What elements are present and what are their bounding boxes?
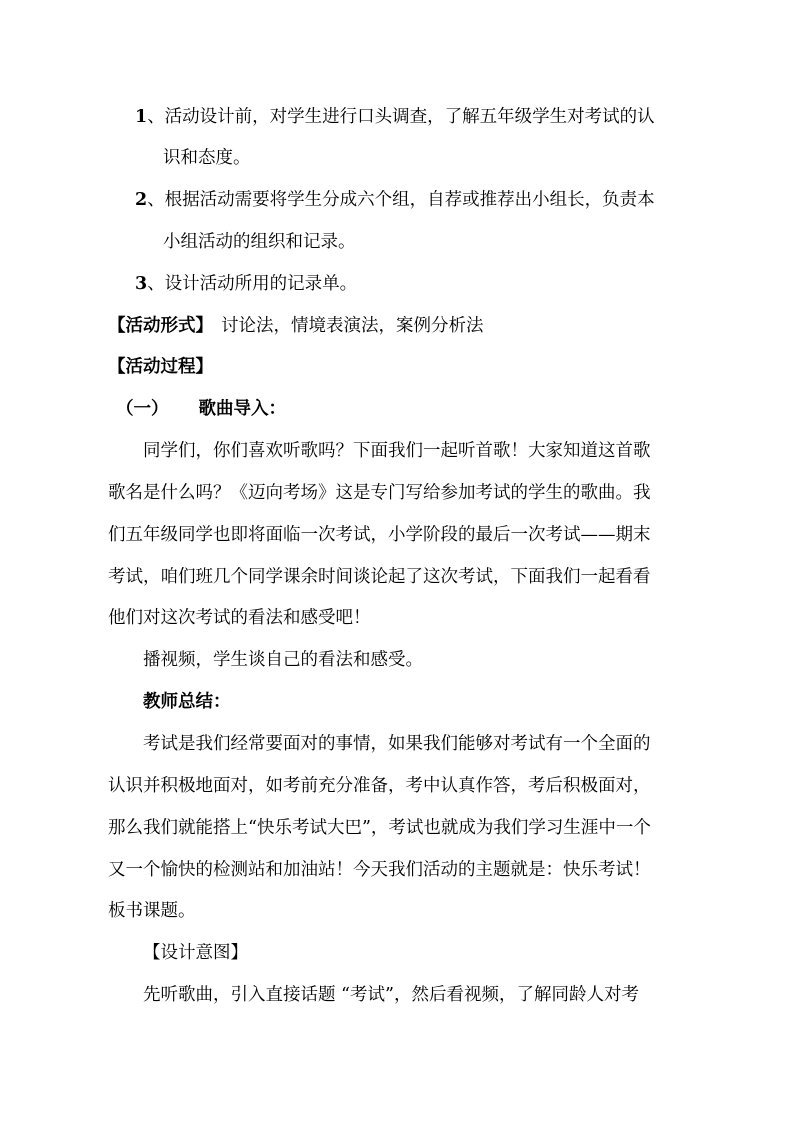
activity-form-text: 讨论法，情境表演法，案例分析法 bbox=[221, 316, 484, 336]
list-item-1-text: 、活动设计前，对学生进行口头调查，了解五年级学生对考试的认 bbox=[147, 107, 655, 127]
activity-process-heading: 【活动过程】 bbox=[108, 357, 213, 377]
paragraph-1-line-1: 同学们，你们喜欢听歌吗？下面我们一起听首歌！大家知道这首歌 bbox=[143, 441, 651, 461]
list-item-3-number: 3 bbox=[135, 274, 148, 294]
teacher-summary-heading: 教师总结： bbox=[143, 692, 231, 712]
section-1-number: （一） bbox=[116, 399, 169, 419]
list-item-2-number: 2 bbox=[135, 190, 148, 210]
activity-form-line bbox=[108, 315, 484, 337]
list-item-2 bbox=[135, 189, 655, 211]
paragraph-3-line-2: 认识并积极地面对，如考前充分准备，考中认真作答，考后积极面对， bbox=[108, 776, 651, 796]
design-intent-heading: 【设计意图】 bbox=[143, 943, 248, 963]
list-item-1-continuation: 识和态度。 bbox=[163, 148, 251, 168]
list-item-3-text: 、设计活动所用的记录单。 bbox=[147, 274, 358, 294]
list-item-2-continuation: 小组活动的组织和记录。 bbox=[163, 232, 356, 252]
paragraph-1-line-5: 他们对这次考试的看法和感受吧！ bbox=[108, 608, 371, 628]
paragraph-1-line-2: 歌名是什么吗？《迈向考场》这是专门写给参加考试的学生的歌曲。我 bbox=[108, 483, 651, 503]
paragraph-3-line-1: 考试是我们经常要面对的事情，如果我们能够对考试有一个全面的 bbox=[143, 734, 651, 754]
paragraph-1-line-3: 们五年级同学也即将面临一次考试，小学阶段的最后一次考试——期末 bbox=[108, 525, 651, 545]
list-item-1 bbox=[135, 106, 655, 128]
list-item-2-text: 、根据活动需要将学生分成六个组，自荐或推荐出小组长，负责本 bbox=[147, 190, 655, 210]
list-item-3 bbox=[135, 273, 357, 295]
paragraph-1-line-4: 考试，咱们班几个同学课余时间谈论起了这次考试，下面我们一起看看 bbox=[108, 567, 651, 587]
activity-form-label: 【活动形式】 bbox=[108, 316, 213, 336]
paragraph-2-line-1: 播视频，学生谈自己的看法和感受。 bbox=[143, 650, 423, 670]
list-item-1-number: 1 bbox=[135, 107, 148, 127]
section-1-heading bbox=[116, 398, 286, 420]
paragraph-3-line-5: 板书课题。 bbox=[108, 901, 196, 921]
paragraph-3-line-4: 又一个愉快的检测站和加油站！今天我们活动的主题就是：快乐考试！ bbox=[108, 860, 651, 880]
paragraph-4-line-1: 先听歌曲，引入直接话题 “考试”，然后看视频，了解同龄人对考 bbox=[143, 985, 639, 1005]
paragraph-3-line-3: 那么我们就能搭上“快乐考试大巴”，考试也就成为我们学习生涯中一个 bbox=[108, 818, 651, 838]
section-1-title: 歌曲导入： bbox=[198, 399, 286, 419]
